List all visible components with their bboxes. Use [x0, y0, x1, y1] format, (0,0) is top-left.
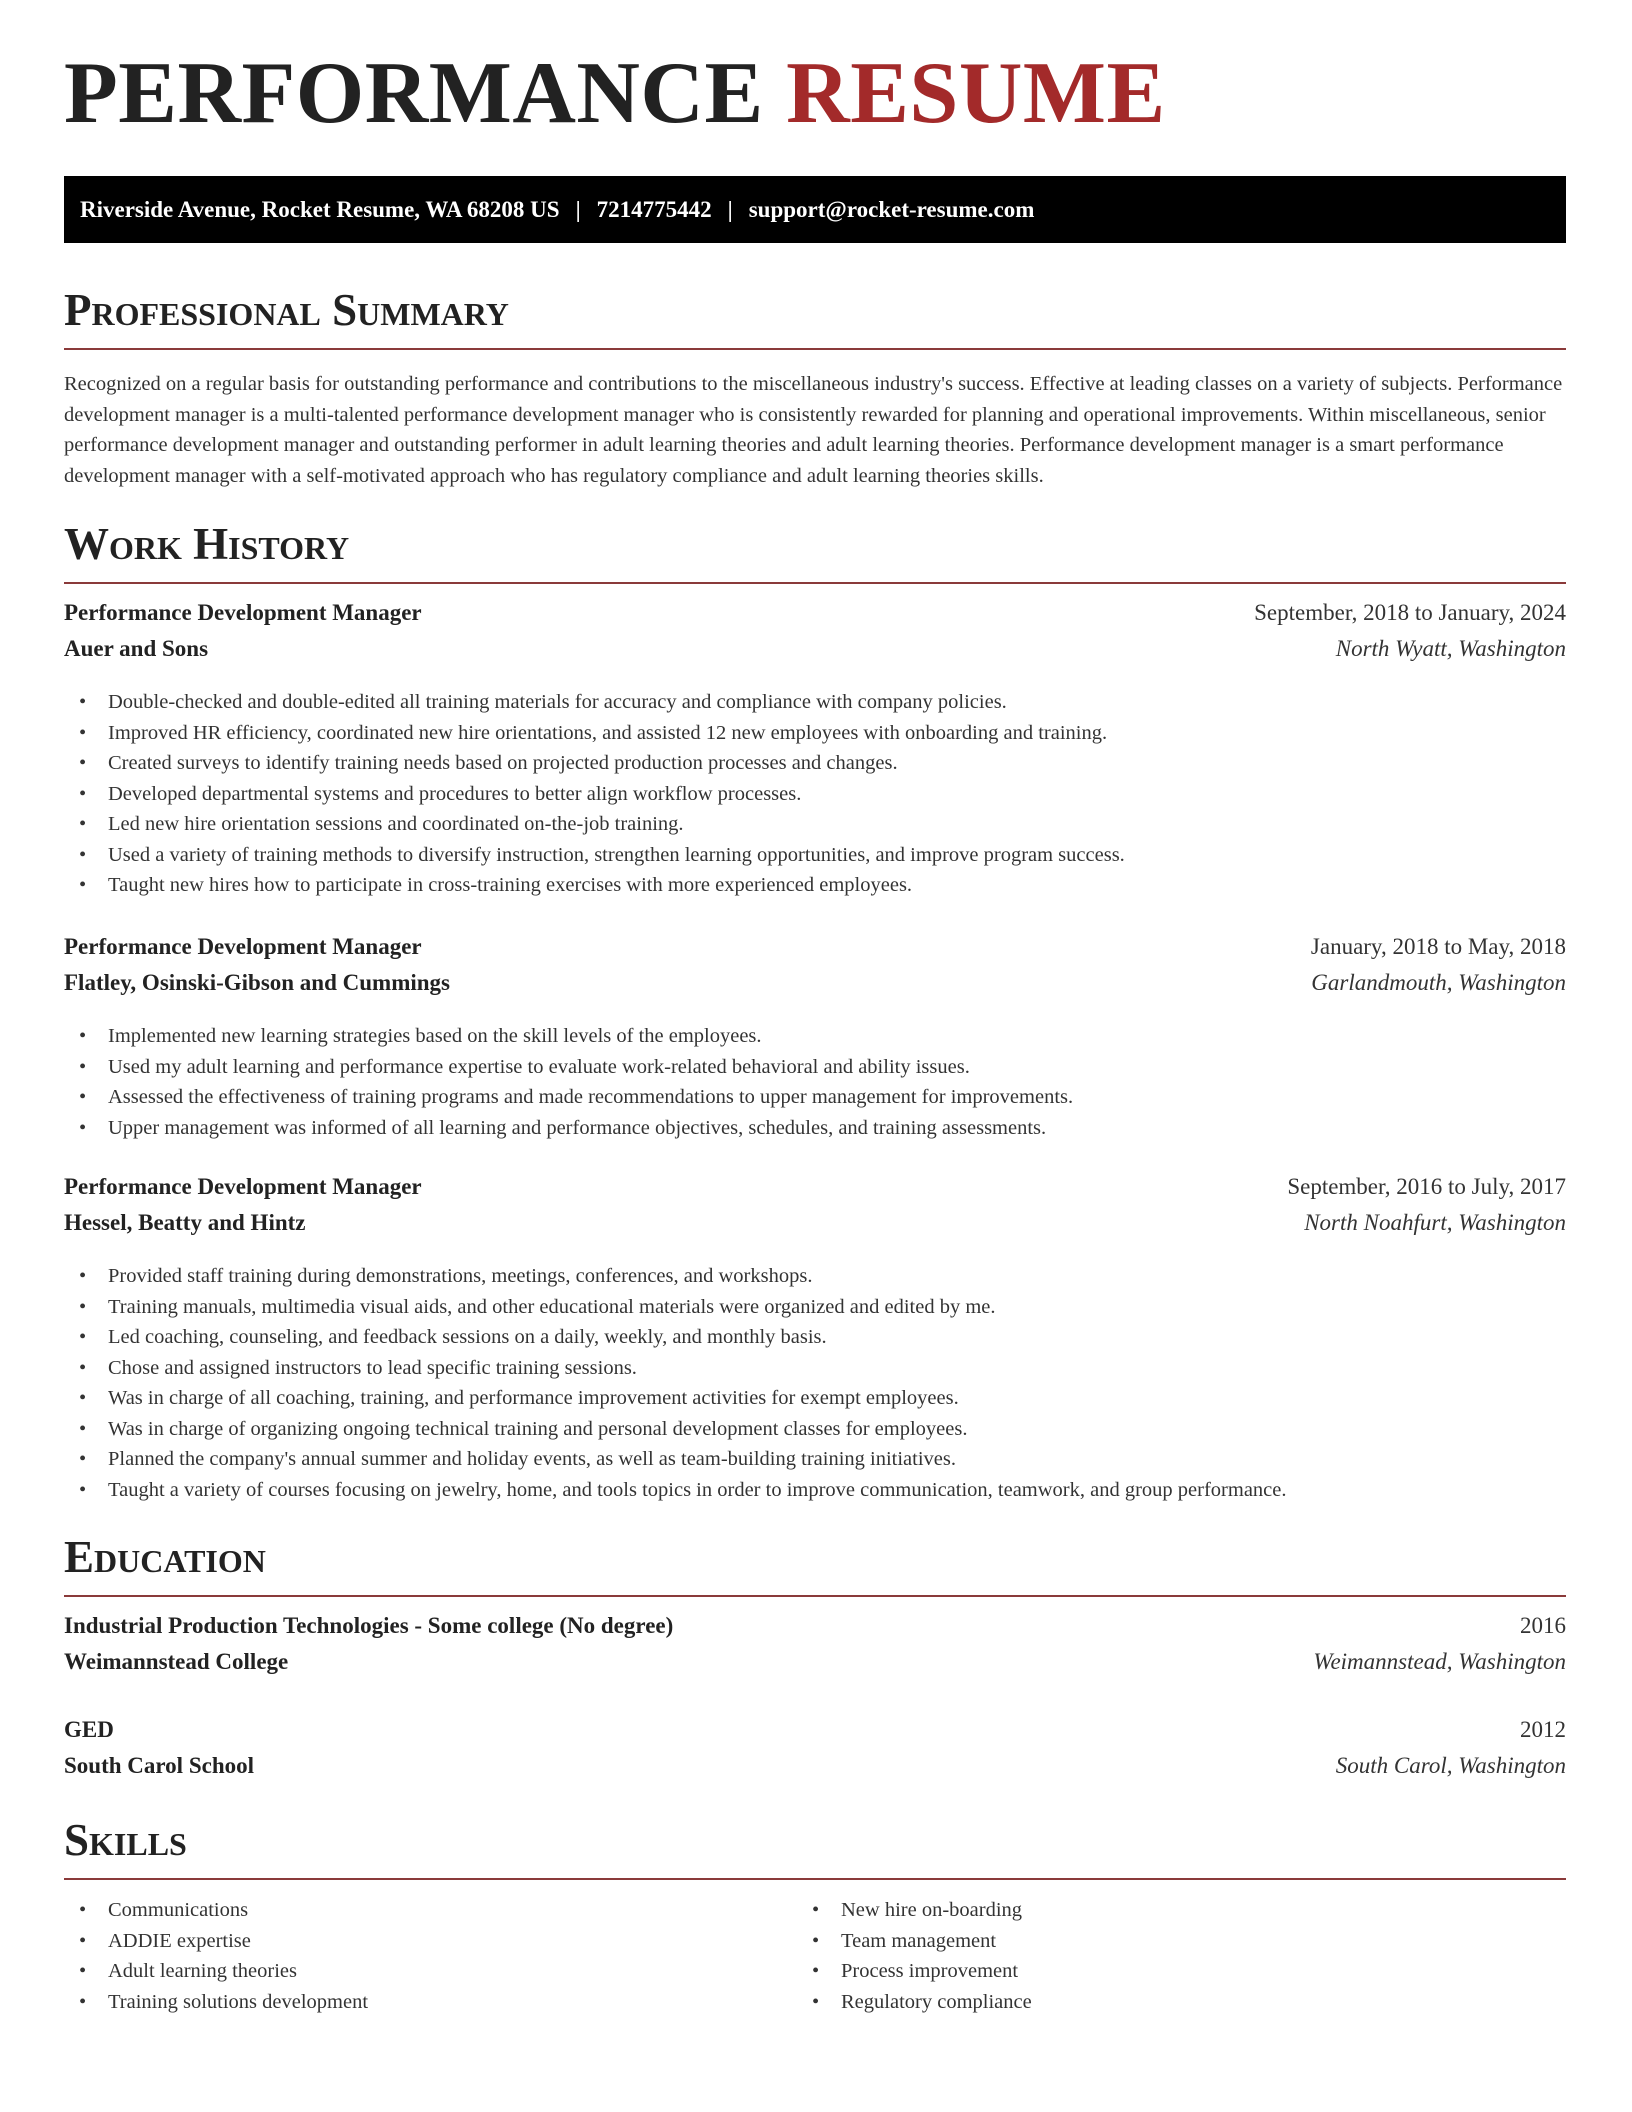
- education-entry: [64, 1717, 1566, 1789]
- job-bullet-list: [64, 687, 1566, 901]
- list-item: • Used a variety of training methods to diversify instruction, strengthen learning opportunities, and improve program success.: [64, 840, 1566, 871]
- section-divider: [64, 1595, 1566, 1597]
- list-item: • Developed departmental systems and procedures to better align workflow processes.: [64, 779, 1566, 810]
- list-item: • Assessed the effectiveness of training programs and made recommendations to upper management for improvements.: [64, 1082, 1566, 1113]
- job-company: Flatley, Osinski-Gibson and Cummings: [64, 970, 450, 995]
- education-location: South Carol, Washington: [1335, 1753, 1566, 1778]
- job-title: Performance Development Manager: [64, 600, 422, 625]
- job-location: Garlandmouth, Washington: [1311, 970, 1566, 995]
- job-entry: [64, 934, 1566, 1006]
- job-bullet-list: [64, 1021, 1566, 1143]
- contact-phone: 7214775442: [596, 196, 712, 222]
- section-divider: [64, 348, 1566, 350]
- contact-separator: |: [575, 196, 581, 222]
- list-item: • Training manuals, multimedia visual aids, and other educational materials were organized and edited by me.: [64, 1292, 1566, 1323]
- skill-item: • New hire on-boarding: [797, 1895, 1497, 1926]
- skill-item: • Regulatory compliance: [797, 1987, 1497, 2018]
- resume-title: [64, 45, 1166, 142]
- list-item: • Created surveys to identify training needs based on projected production processes and changes.: [64, 748, 1566, 779]
- list-item: • Led new hire orientation sessions and coordinated on-the-job training.: [64, 809, 1566, 840]
- list-item: • Double-checked and double-edited all training materials for accuracy and compliance with company policies.: [64, 687, 1566, 718]
- list-item: • Chose and assigned instructors to lead specific training sessions.: [64, 1353, 1566, 1384]
- list-item: • Led coaching, counseling, and feedback sessions on a daily, weekly, and monthly basis.: [64, 1322, 1566, 1353]
- job-company: Hessel, Beatty and Hintz: [64, 1210, 306, 1235]
- job-dates: September, 2016 to July, 2017: [1287, 1174, 1566, 1199]
- job-location: North Noahfurt, Washington: [1304, 1210, 1566, 1235]
- section-divider: [64, 1878, 1566, 1880]
- job-title: Performance Development Manager: [64, 934, 422, 959]
- skill-item: • Training solutions development: [64, 1987, 764, 2018]
- education-heading: Education: [64, 1532, 266, 1582]
- list-item: • Was in charge of all coaching, training, and performance improvement activities for exempt employees.: [64, 1383, 1566, 1414]
- contact-email: support@rocket-resume.com: [748, 196, 1035, 222]
- skills-list-right: [797, 1895, 1497, 2017]
- list-item: • Taught new hires how to participate in cross-training exercises with more experienced employees.: [64, 870, 1566, 901]
- title-accent-word: RESUME: [786, 45, 1166, 142]
- skill-item: • ADDIE expertise: [64, 1926, 764, 1957]
- job-location: North Wyatt, Washington: [1335, 636, 1566, 661]
- education-year: 2016: [1520, 1613, 1566, 1638]
- education-school: South Carol School: [64, 1753, 255, 1778]
- skill-item: • Process improvement: [797, 1956, 1497, 1987]
- job-dates: September, 2018 to January, 2024: [1254, 600, 1566, 625]
- work-history-heading: Work History: [64, 519, 350, 569]
- section-divider: [64, 582, 1566, 584]
- education-degree: GED: [64, 1717, 114, 1742]
- contact-separator: |: [727, 196, 733, 222]
- title-first-word: PERFORMANCE: [64, 45, 764, 142]
- education-year: 2012: [1520, 1717, 1566, 1742]
- list-item: • Taught a variety of courses focusing on jewelry, home, and tools topics in order to improve communication, teamwork, and group performance.: [64, 1475, 1566, 1506]
- education-location: Weimannstead, Washington: [1313, 1649, 1566, 1674]
- education-entry: [64, 1613, 1566, 1685]
- job-title: Performance Development Manager: [64, 1174, 422, 1199]
- list-item: • Implemented new learning strategies based on the skill levels of the employees.: [64, 1021, 1566, 1052]
- contact-address: Riverside Avenue, Rocket Resume, WA 68208 US: [80, 196, 560, 222]
- list-item: • Improved HR efficiency, coordinated new hire orientations, and assisted 12 new employees with onboarding and training.: [64, 718, 1566, 749]
- skill-item: • Adult learning theories: [64, 1956, 764, 1987]
- skills-list-left: [64, 1895, 764, 2017]
- summary-text: Recognized on a regular basis for outstanding performance and contributions to the miscellaneous industry's success. Effective at leading classes on a variety of subjects. Performance development manager is a multi-talented performance development manager who is consistently rewarded for planning and operational improvements. Within miscellaneous, senior performance development manager and outstanding performer in adult learning theories and adult learning theories. Performance development manager is a smart performance development manager with a self-motivated approach who has regulatory compliance and adult learning theories skills.: [64, 373, 1563, 487]
- list-item: • Provided staff training during demonstrations, meetings, conferences, and workshops.: [64, 1261, 1566, 1292]
- skill-item: • Team management: [797, 1926, 1497, 1957]
- job-company: Auer and Sons: [64, 636, 209, 661]
- summary-heading: Professional Summary: [64, 285, 509, 335]
- job-bullet-list: [64, 1261, 1566, 1505]
- list-item: • Used my adult learning and performance expertise to evaluate work-related behavioral and ability issues.: [64, 1052, 1566, 1083]
- list-item: • Was in charge of organizing ongoing technical training and personal development classes for employees.: [64, 1414, 1566, 1445]
- job-entry: [64, 600, 1566, 672]
- list-item: • Upper management was informed of all learning and performance objectives, schedules, and training assessments.: [64, 1113, 1566, 1144]
- skills-heading: Skills: [64, 1815, 187, 1865]
- education-school: Weimannstead College: [64, 1649, 289, 1674]
- job-entry: [64, 1174, 1566, 1246]
- contact-bar: [64, 176, 1566, 243]
- job-dates: January, 2018 to May, 2018: [1310, 934, 1566, 959]
- list-item: • Planned the company's annual summer and holiday events, as well as team-building training initiatives.: [64, 1444, 1566, 1475]
- skill-item: • Communications: [64, 1895, 764, 1926]
- education-degree: Industrial Production Technologies - Some college (No degree): [64, 1613, 674, 1638]
